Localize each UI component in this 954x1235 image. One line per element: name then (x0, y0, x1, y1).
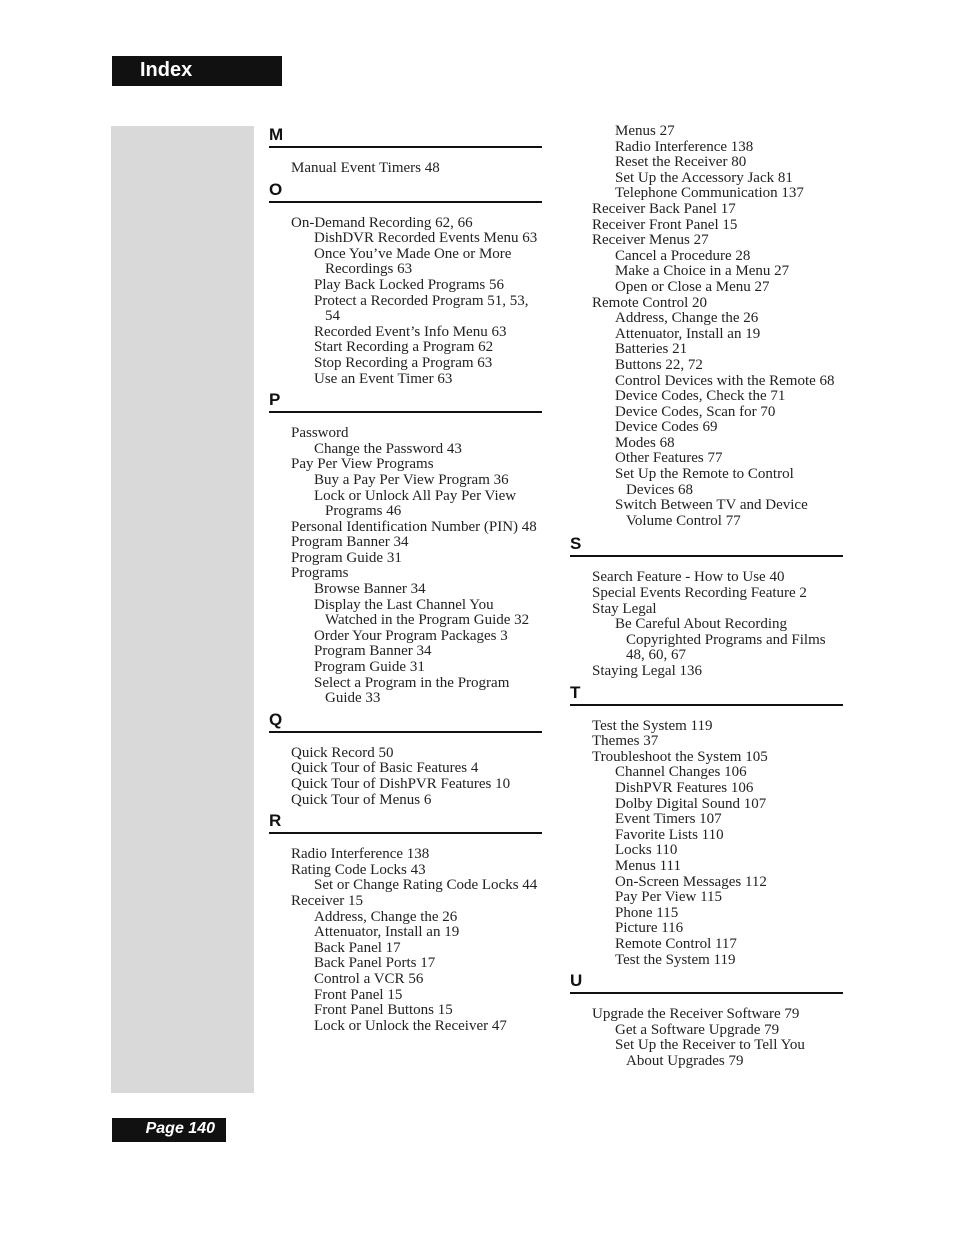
index-column-left (269, 124, 542, 1036)
index-subentry: Menus 27 (615, 123, 675, 139)
index-subentry: Device Codes, Scan for 70 (615, 403, 776, 420)
index-subentry: Use an Event Timer 63 (314, 370, 453, 387)
index-subentry: Cancel a Procedure 28 (615, 247, 751, 264)
index-subentry: Dolby Digital Sound 107 (615, 795, 767, 812)
letter-section-m (269, 124, 542, 177)
index-subentry: Control Devices with the Remote 68 (615, 372, 835, 389)
index-column-right (570, 124, 843, 1071)
page-number-label: Page 140 (145, 1120, 215, 1137)
index-entry: Program Banner 34 (291, 534, 409, 551)
index-entry: Stay Legal (592, 600, 657, 617)
section-divider (570, 992, 843, 994)
index-subentry: Front Panel Buttons 15 (314, 1002, 453, 1019)
index-subentry: Address, Change the 26 (314, 908, 458, 925)
index-subentry: Order Your Program Packages 3 (314, 627, 508, 644)
section-divider (570, 555, 843, 557)
index-entry: Remote Control 20 (592, 294, 707, 311)
index-subentry: Display the Last Channel You Watched in the Program Guide 32 (314, 596, 530, 629)
letter-section-q (269, 709, 542, 808)
section-divider (269, 201, 542, 203)
index-subentry: Device Codes 69 (615, 419, 718, 436)
page-number-badge (112, 1118, 226, 1142)
index-entry: Troubleshoot the System 105 (592, 748, 768, 765)
index-entry: Quick Record 50 (291, 744, 394, 761)
index-subentry: Reset the Receiver 80 (615, 154, 747, 171)
letter-section-s (570, 533, 843, 679)
section-entries (269, 216, 542, 388)
receiver-continued-entries (570, 124, 843, 529)
index-subentry: Set Up the Receiver to Tell You About Upgrades 79 (615, 1037, 805, 1069)
section-letter: M (269, 125, 284, 144)
index-subentry: DishDVR Recorded Events Menu 63 (314, 230, 538, 247)
index-subentry: Buy a Pay Per View Program 36 (314, 471, 509, 488)
index-subentry: Menus 111 (615, 857, 681, 874)
index-subentry: Start Recording a Program 62 (314, 339, 494, 356)
section-divider (570, 704, 843, 706)
index-subentry: Modes 68 (615, 434, 675, 451)
index-header (112, 56, 282, 86)
index-entry: Password (291, 425, 349, 442)
index-subentry: Picture 116 (615, 920, 684, 937)
index-subentry: Phone 115 (615, 904, 679, 921)
section-entries (570, 570, 843, 679)
index-subentry: Address, Change the 26 (615, 310, 759, 327)
section-entries (269, 426, 542, 707)
section-divider (269, 411, 542, 413)
index-subentry: Control a VCR 56 (314, 970, 424, 987)
index-subentry: Set or Change Rating Code Locks 44 (314, 877, 538, 894)
index-entry: Manual Event Timers 48 (291, 160, 440, 176)
index-subentry: Switch Between TV and Device Volume Control 77 (615, 497, 808, 529)
index-subentry: Device Codes, Check the 71 (615, 388, 786, 405)
index-entry: Receiver Front Panel 15 (592, 216, 738, 233)
section-entries (570, 719, 843, 969)
letter-section-r (269, 810, 542, 1034)
index-subentry: Change the Password 43 (314, 440, 462, 457)
index-subentry: Telephone Communication 137 (615, 185, 804, 202)
section-divider (269, 832, 542, 834)
side-margin-panel (111, 126, 254, 1093)
index-subentry: Set Up the Accessory Jack 81 (615, 169, 793, 186)
index-entry: Quick Tour of DishPVR Features 10 (291, 776, 511, 792)
index-subentry: Lock or Unlock the Receiver 47 (314, 1017, 507, 1034)
index-subentry: Program Banner 34 (314, 643, 432, 660)
letter-section-t (570, 682, 843, 969)
index-subentry: Recorded Event’s Info Menu 63 (314, 323, 507, 340)
index-subentry: Event Timers 107 (615, 811, 722, 828)
index-entry: Radio Interference 138 (291, 846, 430, 863)
section-letter: S (570, 534, 582, 554)
index-entry: Receiver Back Panel 17 (592, 200, 736, 217)
section-entries (570, 1007, 843, 1069)
index-subentry: Play Back Locked Programs 56 (314, 276, 504, 293)
index-entry: Special Events Recording Feature 2 (592, 585, 807, 602)
index-entry: Themes 37 (592, 733, 659, 750)
index-subentry: Back Panel 17 (314, 939, 401, 956)
index-subentry: DishPVR Features 106 (615, 779, 754, 796)
index-entry: Personal Identification Number (PIN) 48 (291, 518, 537, 535)
index-entry: On-Demand Recording 62, 66 (291, 214, 473, 231)
index-subentry: Pay Per View 115 (615, 889, 723, 906)
index-entry: Upgrade the Receiver Software 79 (592, 1006, 800, 1023)
index-subentry: Set Up the Remote to Control Devices 68 (615, 466, 794, 498)
index-entry: Pay Per View Programs (291, 456, 434, 473)
index-subentry: Radio Interference 138 (615, 138, 754, 155)
index-subentry: Attenuator, Install an 19 (615, 325, 761, 342)
index-subentry: Lock or Unlock All Pay Per View Programs 46 (314, 487, 517, 520)
index-subentry: Attenuator, Install an 19 (314, 924, 460, 941)
section-letter: T (570, 682, 581, 702)
index-entry: Test the System 119 (592, 717, 713, 734)
index-subentry: Front Panel 15 (314, 986, 403, 1003)
index-subentry: Open or Close a Menu 27 (615, 278, 770, 295)
index-subentry: Test the System 119 (615, 951, 736, 968)
index-entry: Program Guide 31 (291, 549, 402, 566)
index-subentry: Get a Software Upgrade 79 (615, 1021, 780, 1038)
index-entry: Staying Legal 136 (592, 663, 702, 679)
section-letter: R (269, 811, 282, 831)
section-entries (269, 847, 542, 1034)
index-subentry: Be Careful About Recording Copyrighted Programs and Films 48, 60, 67 (615, 616, 826, 664)
index-entry: Rating Code Locks 43 (291, 861, 426, 878)
index-entry: Quick Tour of Basic Features 4 (291, 760, 479, 777)
section-letter: P (269, 390, 281, 410)
index-subentry: Locks 110 (615, 842, 678, 859)
index-subentry: Program Guide 31 (314, 659, 425, 676)
index-subentry: Select a Program in the Program Guide 33 (314, 674, 510, 707)
letter-section-o (269, 179, 542, 388)
section-entries (269, 746, 542, 808)
index-subentry: Batteries 21 (615, 341, 688, 358)
section-letter: Q (269, 709, 283, 729)
index-subentry: Favorite Lists 110 (615, 826, 724, 843)
index-subentry: Other Features 77 (615, 450, 723, 467)
index-entry: Receiver Menus 27 (592, 232, 709, 249)
index-subentry: Once You’ve Made One or More Recordings 63 (314, 245, 512, 278)
index-subentry: Remote Control 117 (615, 935, 737, 952)
index-subentry: Protect a Recorded Program 51, 53, 54 (314, 292, 529, 325)
index-entry: Programs (291, 565, 349, 582)
index-subentry: Channel Changes 106 (615, 764, 747, 781)
section-divider (269, 146, 542, 148)
section-entries (269, 161, 542, 177)
section-letter: O (269, 179, 283, 199)
index-title: Index (140, 59, 193, 81)
letter-section-p (269, 389, 542, 707)
index-subentry: Back Panel Ports 17 (314, 955, 436, 972)
section-letter: U (570, 971, 583, 991)
index-subentry: Buttons 22, 72 (615, 356, 703, 373)
index-entry: Quick Tour of Menus 6 (291, 791, 432, 808)
index-entry: Receiver 15 (291, 892, 364, 909)
index-subentry: Make a Choice in a Menu 27 (615, 263, 790, 280)
letter-section-u (570, 970, 843, 1069)
section-divider (269, 731, 542, 733)
index-subentry: Stop Recording a Program 63 (314, 354, 493, 371)
index-entry: Search Feature - How to Use 40 (592, 569, 785, 586)
index-subentry: Browse Banner 34 (314, 581, 426, 598)
index-subentry: On-Screen Messages 112 (615, 873, 767, 890)
